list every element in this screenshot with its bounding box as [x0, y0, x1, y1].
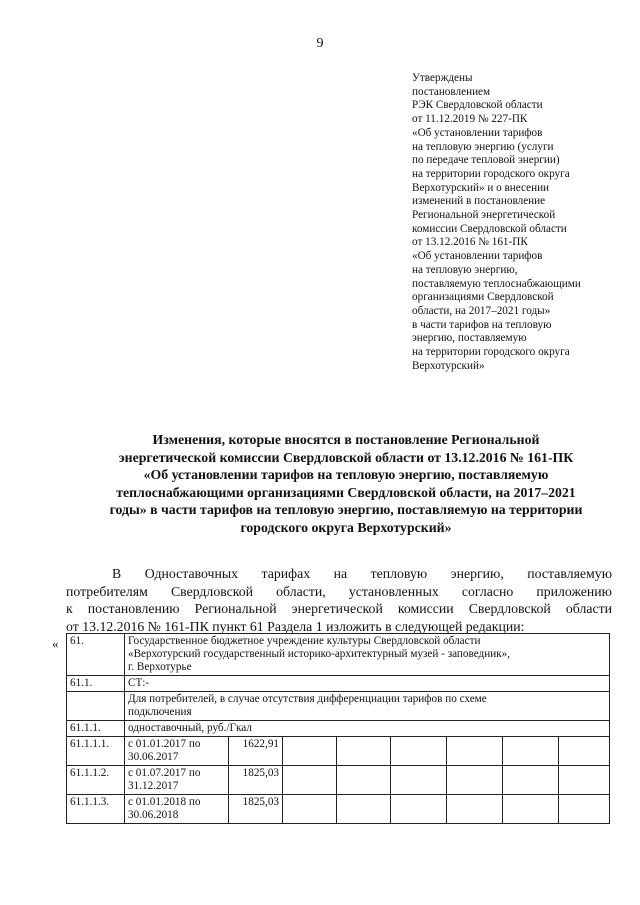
organization-line: Государственное бюджетное учреждение культуры Свердловской области [128, 635, 481, 647]
tariff-value: 1825,03 [229, 795, 283, 824]
approval-line: Верхотурский» [412, 359, 485, 372]
title-line: теплоснабжающими организациями Свердловской области, на 2017–2021 [116, 484, 576, 500]
tariff-system-cell: СТ:- [125, 676, 610, 692]
approval-line: энергию, поставляемую [412, 332, 527, 345]
table-row [67, 721, 610, 737]
approval-line: области, на 2017–2021 годы» [412, 304, 551, 317]
period-cell [125, 795, 229, 824]
approval-line: на тепловую энергию (услуги [412, 140, 554, 153]
consumers-line: подключения [128, 706, 192, 718]
table-row [67, 634, 610, 676]
title-line: годы» в части тарифов на тепловую энергию, поставляемую на территории [109, 502, 583, 518]
approval-line: РЭК Свердловской области [412, 99, 543, 112]
paragraph-line: к постановлению Региональной энергетической комиссии Свердловской области [66, 601, 612, 617]
table-row [67, 795, 610, 824]
approval-line: комиссии Свердловской области [412, 222, 567, 235]
opening-quote-mark: « [52, 636, 59, 651]
period-cell [125, 766, 229, 795]
title-line: городского округа Верхотурский» [240, 519, 452, 535]
empty-cell [283, 737, 337, 766]
table-row [67, 676, 610, 692]
page-number: 9 [316, 36, 324, 51]
tariff-value: 1622,91 [229, 737, 283, 766]
empty-cell [447, 766, 503, 795]
row-code [67, 692, 125, 721]
title-line: «Об установлении тарифов на тепловую энергию, поставляемую [143, 467, 549, 483]
empty-cell [391, 795, 447, 824]
paragraph-line: В Одноставочных тарифах на тепловую энергию, поставляемую [112, 566, 612, 581]
empty-cell [503, 737, 559, 766]
empty-cell [391, 766, 447, 795]
empty-cell [337, 737, 391, 766]
empty-cell [283, 766, 337, 795]
title-line: энергетической комиссии Свердловской области от 13.12.2016 № 161-ПК [118, 449, 574, 465]
intro-paragraph [66, 565, 612, 635]
approval-line: Верхотурский» и о внесении [412, 181, 550, 194]
row-code: 61. [67, 634, 125, 676]
approval-line: поставляемую теплоснабжающими [412, 277, 581, 290]
empty-cell [447, 795, 503, 824]
approval-line: в части тарифов на тепловую [412, 318, 552, 331]
period-to: 30.06.2017 [128, 751, 179, 763]
empty-cell [447, 737, 503, 766]
table-row [67, 692, 610, 721]
period-to: 30.06.2018 [128, 809, 179, 821]
paragraph-line: от 13.12.2016 № 161-ПК пункт 61 Раздела 1 изложить в следующей редакции: [66, 618, 525, 634]
period-cell [125, 737, 229, 766]
approval-block [412, 72, 612, 373]
approval-line: организациями Свердловской [412, 291, 554, 304]
document-title [74, 431, 618, 537]
empty-cell [503, 795, 559, 824]
empty-cell [503, 766, 559, 795]
consumers-line: Для потребителей, в случае отсутствия дифференциации тарифов по схеме [128, 693, 487, 705]
empty-cell [559, 737, 610, 766]
period-from: с 01.01.2018 по [128, 796, 201, 808]
approval-line: на тепловую энергию, [412, 263, 518, 276]
organization-cell [125, 634, 610, 676]
row-code: 61.1.1. [67, 721, 125, 737]
approval-line: «Об установлении тарифов [412, 250, 543, 263]
empty-cell [391, 737, 447, 766]
row-code: 61.1. [67, 676, 125, 692]
approval-line: на территории городского округа [412, 167, 570, 180]
period-to: 31.12.2017 [128, 780, 179, 792]
approval-line: Региональной энергетической [412, 209, 556, 222]
tariff-table [66, 633, 610, 824]
empty-cell [283, 795, 337, 824]
approval-line: от 13.12.2016 № 161-ПК [412, 236, 528, 249]
period-from: с 01.07.2017 по [128, 767, 201, 779]
empty-cell [337, 795, 391, 824]
table-row [67, 737, 610, 766]
tariff-type-cell: одноставочный, руб./Гкал [125, 721, 610, 737]
paragraph-line: потребителям Свердловской области, установленных согласно приложению [66, 583, 612, 599]
row-code: 61.1.1.1. [67, 737, 125, 766]
consumers-cell [125, 692, 610, 721]
empty-cell [559, 795, 610, 824]
period-from: с 01.01.2017 по [128, 738, 201, 750]
table-row [67, 766, 610, 795]
approval-line: на территории городского округа [412, 346, 570, 359]
approval-line: от 11.12.2019 № 227-ПК [412, 113, 528, 126]
row-code: 61.1.1.3. [67, 795, 125, 824]
row-code: 61.1.1.2. [67, 766, 125, 795]
approval-line: постановлением [412, 85, 491, 98]
approval-line: изменений в постановление [412, 195, 546, 208]
organization-line: г. Верхотурье [128, 661, 192, 673]
approval-line: «Об установлении тарифов [412, 126, 543, 139]
approval-line: Утверждены [412, 72, 473, 84]
tariff-value: 1825,03 [229, 766, 283, 795]
organization-line: «Верхотурский государственный историко-архитектурный музей - заповедник», [128, 648, 511, 660]
title-line: Изменения, которые вносятся в постановление Региональной [152, 432, 540, 447]
empty-cell [337, 766, 391, 795]
approval-line: по передаче тепловой энергии) [412, 154, 560, 167]
empty-cell [559, 766, 610, 795]
